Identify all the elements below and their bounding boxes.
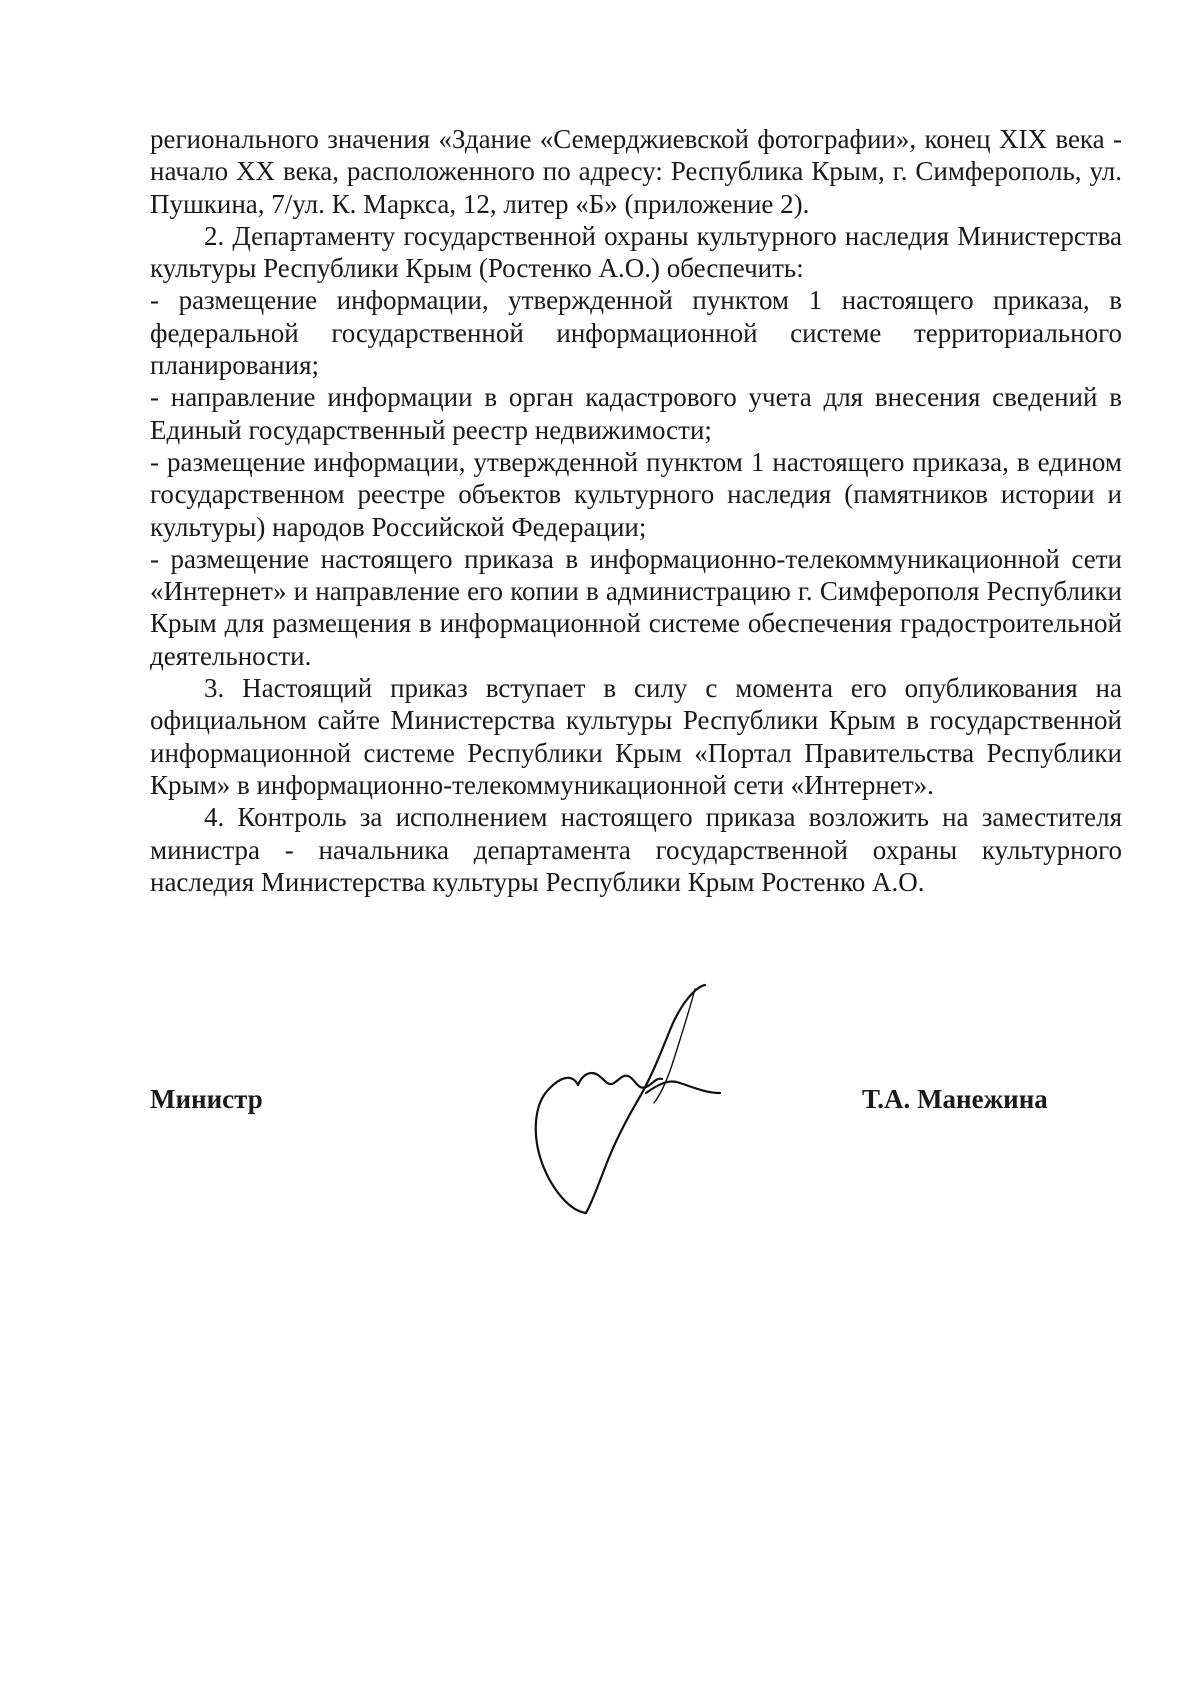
signer-position: Министр bbox=[150, 1084, 263, 1114]
paragraph-item-3: 3. Настоящий приказ вступает в силу с момента его опубликования на официальном сайте Министерства культуры Республики Крым в государственной информационной системе Республики Крым «Портал Правительства Республики Крым» в информационно-телекоммуникационной сети «Интернет». bbox=[150, 673, 1122, 800]
paragraph-item-2: 2. Департаменту государственной охраны культурного наследия Министерства культуры Республики Крым (Ростенко А.О.) обеспечить: bbox=[150, 220, 1122, 284]
signer-name: Т.А. Манежина bbox=[862, 1084, 1048, 1114]
paragraph-item-2-bullet-4: - размещение настоящего приказа в информационно-телекоммуникационной сети «Интернет» и направление его копии в администрацию г. Симферополя Республики Крым для размещения в информационной системе обеспечения градостроительной деятельности. bbox=[150, 543, 1122, 671]
paragraph-item-2-bullet-2: - направление информации в орган кадастрового учета для внесения сведений в Единый государственный реестр недвижимости; bbox=[150, 382, 1122, 445]
paragraph-item-4: 4. Контроль за исполнением настоящего приказа возложить на заместителя министра - начальника департамента государственной охраны культурного наследия Министерства культуры Республики Крым Ростенко А.О. bbox=[150, 802, 1122, 897]
handwritten-signature bbox=[520, 975, 740, 1225]
paragraph-item-2-bullet-1: - размещение информации, утвержденной пунктом 1 настоящего приказа, в федеральной государственной информационной системе территориального планирования; bbox=[150, 285, 1122, 381]
paragraph-item-2-bullet-3: - размещение информации, утвержденной пунктом 1 настоящего приказа, в едином государственном реестре объектов культурного наследия (памятников истории и культуры) народов Российской Федерации; bbox=[150, 446, 1122, 542]
paragraph-object-description: регионального значения «Здание «Семерджиевской фотографии», конец XIX века - начало XX века, расположенного по адресу: Республика Крым, г. Симферополь, ул. Пушкина, 7/ул. К. Маркса, 12, литер «Б» (приложение 2). bbox=[150, 124, 1122, 219]
